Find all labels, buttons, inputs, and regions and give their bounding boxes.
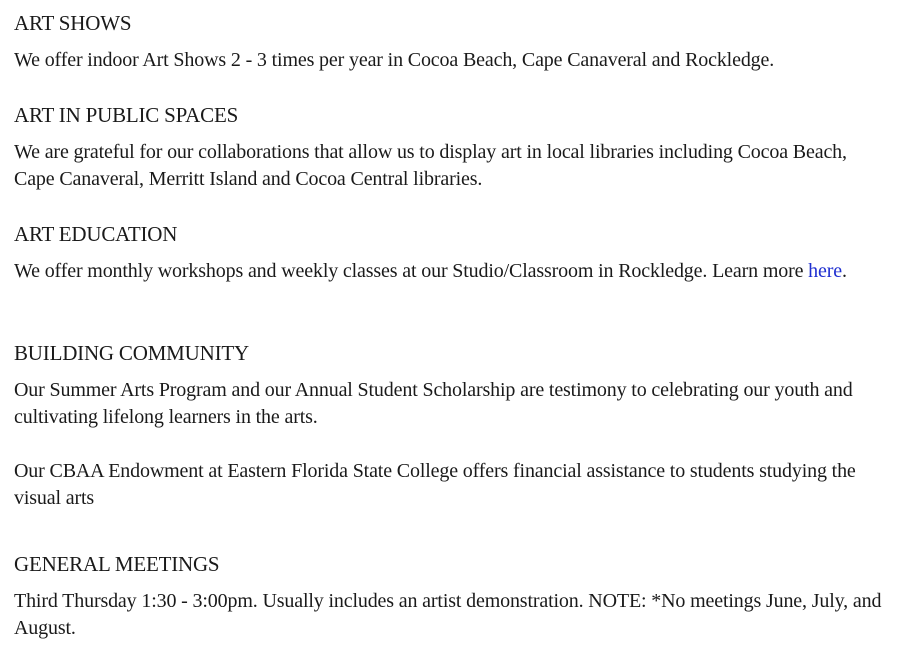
art-education-text-after: . — [842, 260, 847, 282]
section-building-community — [14, 340, 892, 431]
art-education-text — [14, 258, 892, 285]
section-general-meetings — [14, 551, 892, 642]
section-art-education — [14, 221, 892, 285]
section-art-shows — [14, 10, 892, 74]
section-endowment — [14, 458, 892, 512]
general-meetings-heading: GENERAL MEETINGS — [14, 552, 220, 576]
art-public-heading: ART IN PUBLIC SPACES — [14, 103, 239, 127]
art-education-text-before: We offer monthly workshops and weekly classes at our Studio/Classroom in Rockledge. Learn more — [14, 260, 809, 282]
endowment-text: Our CBAA Endowment at Eastern Florida State College offers financial assistance to students studying the visual arts — [14, 460, 856, 509]
building-community-text: Our Summer Arts Program and our Annual Student Scholarship are testimony to celebrating our youth and cultivating lifelong learners in the arts. — [14, 379, 853, 428]
art-shows-text: We offer indoor Art Shows 2 - 3 times per year in Cocoa Beach, Cape Canaveral and Rockledge. — [14, 49, 775, 71]
art-education-heading: ART EDUCATION — [14, 222, 178, 246]
learn-more-link[interactable]: here — [808, 260, 842, 282]
art-shows-heading: ART SHOWS — [14, 11, 132, 35]
art-public-text: We are grateful for our collaborations that allow us to display art in local libraries including Cocoa Beach, Cape Canaveral, Merritt Island and Cocoa Central libraries. — [14, 141, 847, 190]
section-art-public-spaces — [14, 102, 892, 193]
building-community-heading: BUILDING COMMUNITY — [14, 341, 249, 365]
general-meetings-text: Third Thursday 1:30 - 3:00pm. Usually includes an artist demonstration. NOTE: *No meetings June, July, and August. — [14, 590, 882, 639]
